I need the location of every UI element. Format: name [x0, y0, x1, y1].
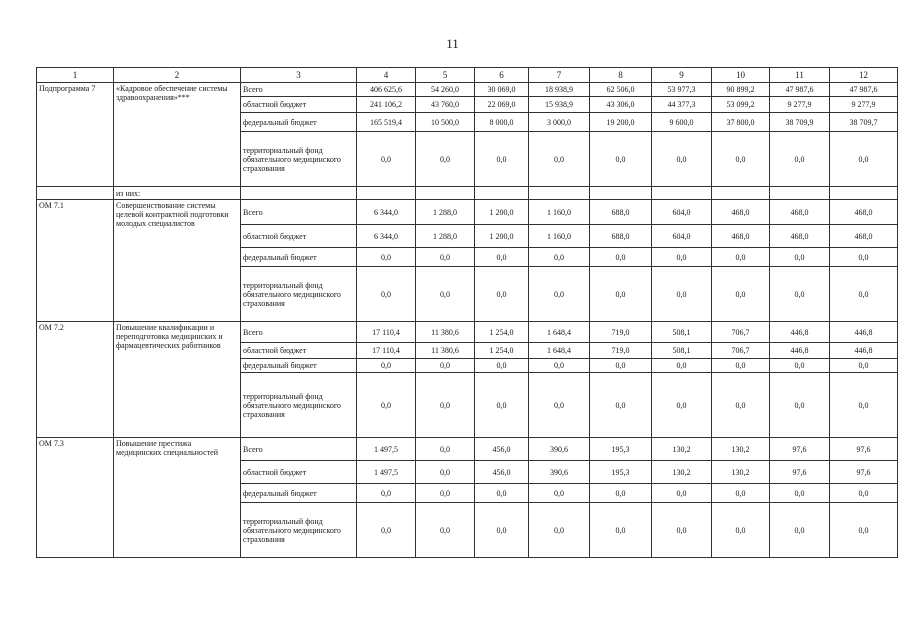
amount-cell: 0,0	[529, 484, 590, 503]
amount-cell: 508,1	[652, 322, 712, 343]
amount-cell: 47 987,6	[830, 83, 898, 97]
column-number: 9	[652, 68, 712, 83]
funding-source: территориальный фонд обязательного медицинского страхования	[241, 503, 357, 558]
funding-source: областной бюджет	[241, 343, 357, 359]
amount-cell: 6 344,0	[357, 200, 416, 225]
amount-cell: 0,0	[357, 248, 416, 267]
funding-source: Всего	[241, 438, 357, 461]
amount-cell: 97,6	[830, 461, 898, 484]
funding-source: федеральный бюджет	[241, 113, 357, 132]
funding-source: федеральный бюджет	[241, 484, 357, 503]
amount-cell: 0,0	[475, 248, 529, 267]
amount-cell: 0,0	[416, 248, 475, 267]
amount-cell: 0,0	[770, 132, 830, 187]
amount-cell: 0,0	[830, 132, 898, 187]
funding-source: областной бюджет	[241, 97, 357, 113]
funding-source: Всего	[241, 83, 357, 97]
amount-cell: 1 254,0	[475, 343, 529, 359]
amount-cell: 0,0	[712, 132, 770, 187]
funding-source: федеральный бюджет	[241, 359, 357, 373]
empty-cell	[652, 187, 712, 200]
amount-cell: 446,8	[830, 322, 898, 343]
program-code: ОМ 7.1	[37, 200, 114, 322]
amount-cell: 0,0	[652, 503, 712, 558]
amount-cell: 0,0	[652, 267, 712, 322]
funding-source: территориальный фонд обязательного медицинского страхования	[241, 267, 357, 322]
funding-source: федеральный бюджет	[241, 248, 357, 267]
amount-cell: 17 110,4	[357, 343, 416, 359]
empty-cell	[770, 187, 830, 200]
empty-cell	[416, 187, 475, 200]
amount-cell: 0,0	[475, 484, 529, 503]
amount-cell: 19 200,0	[590, 113, 652, 132]
amount-cell: 0,0	[529, 373, 590, 438]
amount-cell: 0,0	[590, 248, 652, 267]
amount-cell: 0,0	[712, 248, 770, 267]
amount-cell: 688,0	[590, 200, 652, 225]
subsection-row	[37, 187, 898, 200]
amount-cell: 446,8	[830, 343, 898, 359]
empty-cell	[830, 187, 898, 200]
amount-cell: 90 899,2	[712, 83, 770, 97]
amount-cell: 6 344,0	[357, 225, 416, 248]
amount-cell: 446,8	[770, 343, 830, 359]
amount-cell: 130,2	[652, 438, 712, 461]
amount-cell: 11 380,6	[416, 343, 475, 359]
amount-cell: 1 200,0	[475, 225, 529, 248]
amount-cell: 0,0	[590, 267, 652, 322]
amount-cell: 0,0	[416, 503, 475, 558]
amount-cell: 0,0	[830, 248, 898, 267]
amount-cell: 1 288,0	[416, 225, 475, 248]
program-code: ОМ 7.2	[37, 322, 114, 438]
amount-cell: 0,0	[712, 484, 770, 503]
amount-cell: 0,0	[357, 267, 416, 322]
amount-cell: 0,0	[416, 461, 475, 484]
amount-cell: 0,0	[590, 373, 652, 438]
empty-cell	[712, 187, 770, 200]
amount-cell: 15 938,9	[529, 97, 590, 113]
amount-cell: 8 000,0	[475, 113, 529, 132]
amount-cell: 508,1	[652, 343, 712, 359]
amount-cell: 0,0	[475, 503, 529, 558]
amount-cell: 0,0	[590, 359, 652, 373]
amount-cell: 406 625,6	[357, 83, 416, 97]
amount-cell: 38 709,9	[770, 113, 830, 132]
page-number: 11	[446, 36, 459, 51]
amount-cell: 688,0	[590, 225, 652, 248]
amount-cell: 38 709,7	[830, 113, 898, 132]
program-name: Повышение престижа медицинских специальностей	[114, 438, 241, 558]
amount-cell: 1 254,0	[475, 322, 529, 343]
funding-source: территориальный фонд обязательного медицинского страхования	[241, 373, 357, 438]
empty-cell	[590, 187, 652, 200]
amount-cell: 9 600,0	[652, 113, 712, 132]
amount-cell: 604,0	[652, 200, 712, 225]
amount-cell: 53 977,3	[652, 83, 712, 97]
column-number: 7	[529, 68, 590, 83]
column-number: 6	[475, 68, 529, 83]
amount-cell: 0,0	[416, 484, 475, 503]
amount-cell: 18 938,9	[529, 83, 590, 97]
amount-cell: 22 069,0	[475, 97, 529, 113]
amount-cell: 1 648,4	[529, 343, 590, 359]
amount-cell: 9 277,9	[770, 97, 830, 113]
amount-cell: 456,0	[475, 461, 529, 484]
amount-cell: 241 106,2	[357, 97, 416, 113]
amount-cell: 97,6	[830, 438, 898, 461]
amount-cell: 468,0	[712, 200, 770, 225]
funding-source: Всего	[241, 200, 357, 225]
amount-cell: 390,6	[529, 438, 590, 461]
amount-cell: 0,0	[712, 359, 770, 373]
column-number: 2	[114, 68, 241, 83]
amount-cell: 0,0	[590, 132, 652, 187]
table-row	[37, 322, 898, 343]
program-name: «Кадровое обеспечение системы здравоохранения»***	[114, 83, 241, 187]
amount-cell: 37 800,0	[712, 113, 770, 132]
amount-cell: 0,0	[830, 267, 898, 322]
amount-cell: 0,0	[830, 503, 898, 558]
amount-cell: 0,0	[357, 373, 416, 438]
amount-cell: 0,0	[712, 503, 770, 558]
program-name: Совершенствование системы целевой контрактной подготовки молодых специалистов	[114, 200, 241, 322]
amount-cell: 0,0	[416, 438, 475, 461]
amount-cell: 468,0	[770, 225, 830, 248]
amount-cell: 0,0	[590, 484, 652, 503]
amount-cell: 706,7	[712, 322, 770, 343]
amount-cell: 165 519,4	[357, 113, 416, 132]
amount-cell: 43 306,0	[590, 97, 652, 113]
amount-cell: 0,0	[770, 503, 830, 558]
column-number: 8	[590, 68, 652, 83]
amount-cell: 468,0	[712, 225, 770, 248]
amount-cell: 130,2	[712, 438, 770, 461]
amount-cell: 0,0	[830, 373, 898, 438]
amount-cell: 0,0	[830, 359, 898, 373]
amount-cell: 0,0	[416, 132, 475, 187]
amount-cell: 1 200,0	[475, 200, 529, 225]
budget-table	[36, 67, 898, 558]
amount-cell: 195,3	[590, 438, 652, 461]
amount-cell: 0,0	[475, 267, 529, 322]
amount-cell: 130,2	[652, 461, 712, 484]
amount-cell: 0,0	[652, 373, 712, 438]
amount-cell: 130,2	[712, 461, 770, 484]
amount-cell: 1 288,0	[416, 200, 475, 225]
amount-cell: 30 069,0	[475, 83, 529, 97]
amount-cell: 0,0	[652, 484, 712, 503]
amount-cell: 390,6	[529, 461, 590, 484]
amount-cell: 0,0	[416, 373, 475, 438]
table-row	[37, 200, 898, 225]
amount-cell: 1 648,4	[529, 322, 590, 343]
amount-cell: 719,0	[590, 343, 652, 359]
column-number: 1	[37, 68, 114, 83]
amount-cell: 604,0	[652, 225, 712, 248]
funding-source: Всего	[241, 322, 357, 343]
header-row	[37, 68, 898, 83]
program-code: ОМ 7.3	[37, 438, 114, 558]
amount-cell: 0,0	[652, 132, 712, 187]
amount-cell: 0,0	[770, 248, 830, 267]
amount-cell: 0,0	[529, 132, 590, 187]
table-row	[37, 438, 898, 461]
amount-cell: 1 160,0	[529, 225, 590, 248]
column-number: 5	[416, 68, 475, 83]
amount-cell: 17 110,4	[357, 322, 416, 343]
amount-cell: 1 160,0	[529, 200, 590, 225]
amount-cell: 0,0	[652, 248, 712, 267]
amount-cell: 0,0	[416, 267, 475, 322]
amount-cell: 0,0	[529, 248, 590, 267]
amount-cell: 9 277,9	[830, 97, 898, 113]
amount-cell: 0,0	[712, 373, 770, 438]
amount-cell: 0,0	[770, 359, 830, 373]
amount-cell: 97,6	[770, 461, 830, 484]
amount-cell: 0,0	[770, 484, 830, 503]
amount-cell: 0,0	[652, 359, 712, 373]
amount-cell: 11 380,6	[416, 322, 475, 343]
funding-source: областной бюджет	[241, 461, 357, 484]
amount-cell: 468,0	[770, 200, 830, 225]
amount-cell: 0,0	[416, 359, 475, 373]
empty-cell	[529, 187, 590, 200]
amount-cell: 47 987,6	[770, 83, 830, 97]
column-number: 12	[830, 68, 898, 83]
column-number: 10	[712, 68, 770, 83]
amount-cell: 0,0	[475, 132, 529, 187]
amount-cell: 0,0	[357, 359, 416, 373]
amount-cell: 0,0	[529, 359, 590, 373]
amount-cell: 468,0	[830, 200, 898, 225]
program-code: Подпрограмма 7	[37, 83, 114, 187]
amount-cell: 3 000,0	[529, 113, 590, 132]
amount-cell: 44 377,3	[652, 97, 712, 113]
amount-cell: 0,0	[475, 359, 529, 373]
amount-cell: 468,0	[830, 225, 898, 248]
amount-cell: 0,0	[590, 503, 652, 558]
amount-cell: 0,0	[529, 267, 590, 322]
amount-cell: 43 760,0	[416, 97, 475, 113]
subsection-label: из них:	[114, 187, 241, 200]
amount-cell: 62 506,0	[590, 83, 652, 97]
amount-cell: 456,0	[475, 438, 529, 461]
amount-cell: 0,0	[712, 267, 770, 322]
amount-cell: 0,0	[770, 373, 830, 438]
empty-cell	[37, 187, 114, 200]
column-number: 4	[357, 68, 416, 83]
table-row	[37, 83, 898, 97]
amount-cell: 0,0	[475, 373, 529, 438]
amount-cell: 0,0	[357, 503, 416, 558]
empty-cell	[357, 187, 416, 200]
amount-cell: 0,0	[830, 484, 898, 503]
amount-cell: 706,7	[712, 343, 770, 359]
amount-cell: 97,6	[770, 438, 830, 461]
amount-cell: 1 497,5	[357, 461, 416, 484]
amount-cell: 0,0	[770, 267, 830, 322]
amount-cell: 195,3	[590, 461, 652, 484]
column-number: 11	[770, 68, 830, 83]
empty-cell	[241, 187, 357, 200]
funding-source: областной бюджет	[241, 225, 357, 248]
amount-cell: 719,0	[590, 322, 652, 343]
amount-cell: 0,0	[529, 503, 590, 558]
amount-cell: 1 497,5	[357, 438, 416, 461]
amount-cell: 53 099,2	[712, 97, 770, 113]
amount-cell: 10 500,0	[416, 113, 475, 132]
amount-cell: 54 260,0	[416, 83, 475, 97]
column-number: 3	[241, 68, 357, 83]
program-name: Повышение квалификации и переподготовка медицинских и фармацевтических работников	[114, 322, 241, 438]
funding-source: территориальный фонд обязательного медицинского страхования	[241, 132, 357, 187]
empty-cell	[475, 187, 529, 200]
amount-cell: 0,0	[357, 132, 416, 187]
amount-cell: 446,8	[770, 322, 830, 343]
amount-cell: 0,0	[357, 484, 416, 503]
